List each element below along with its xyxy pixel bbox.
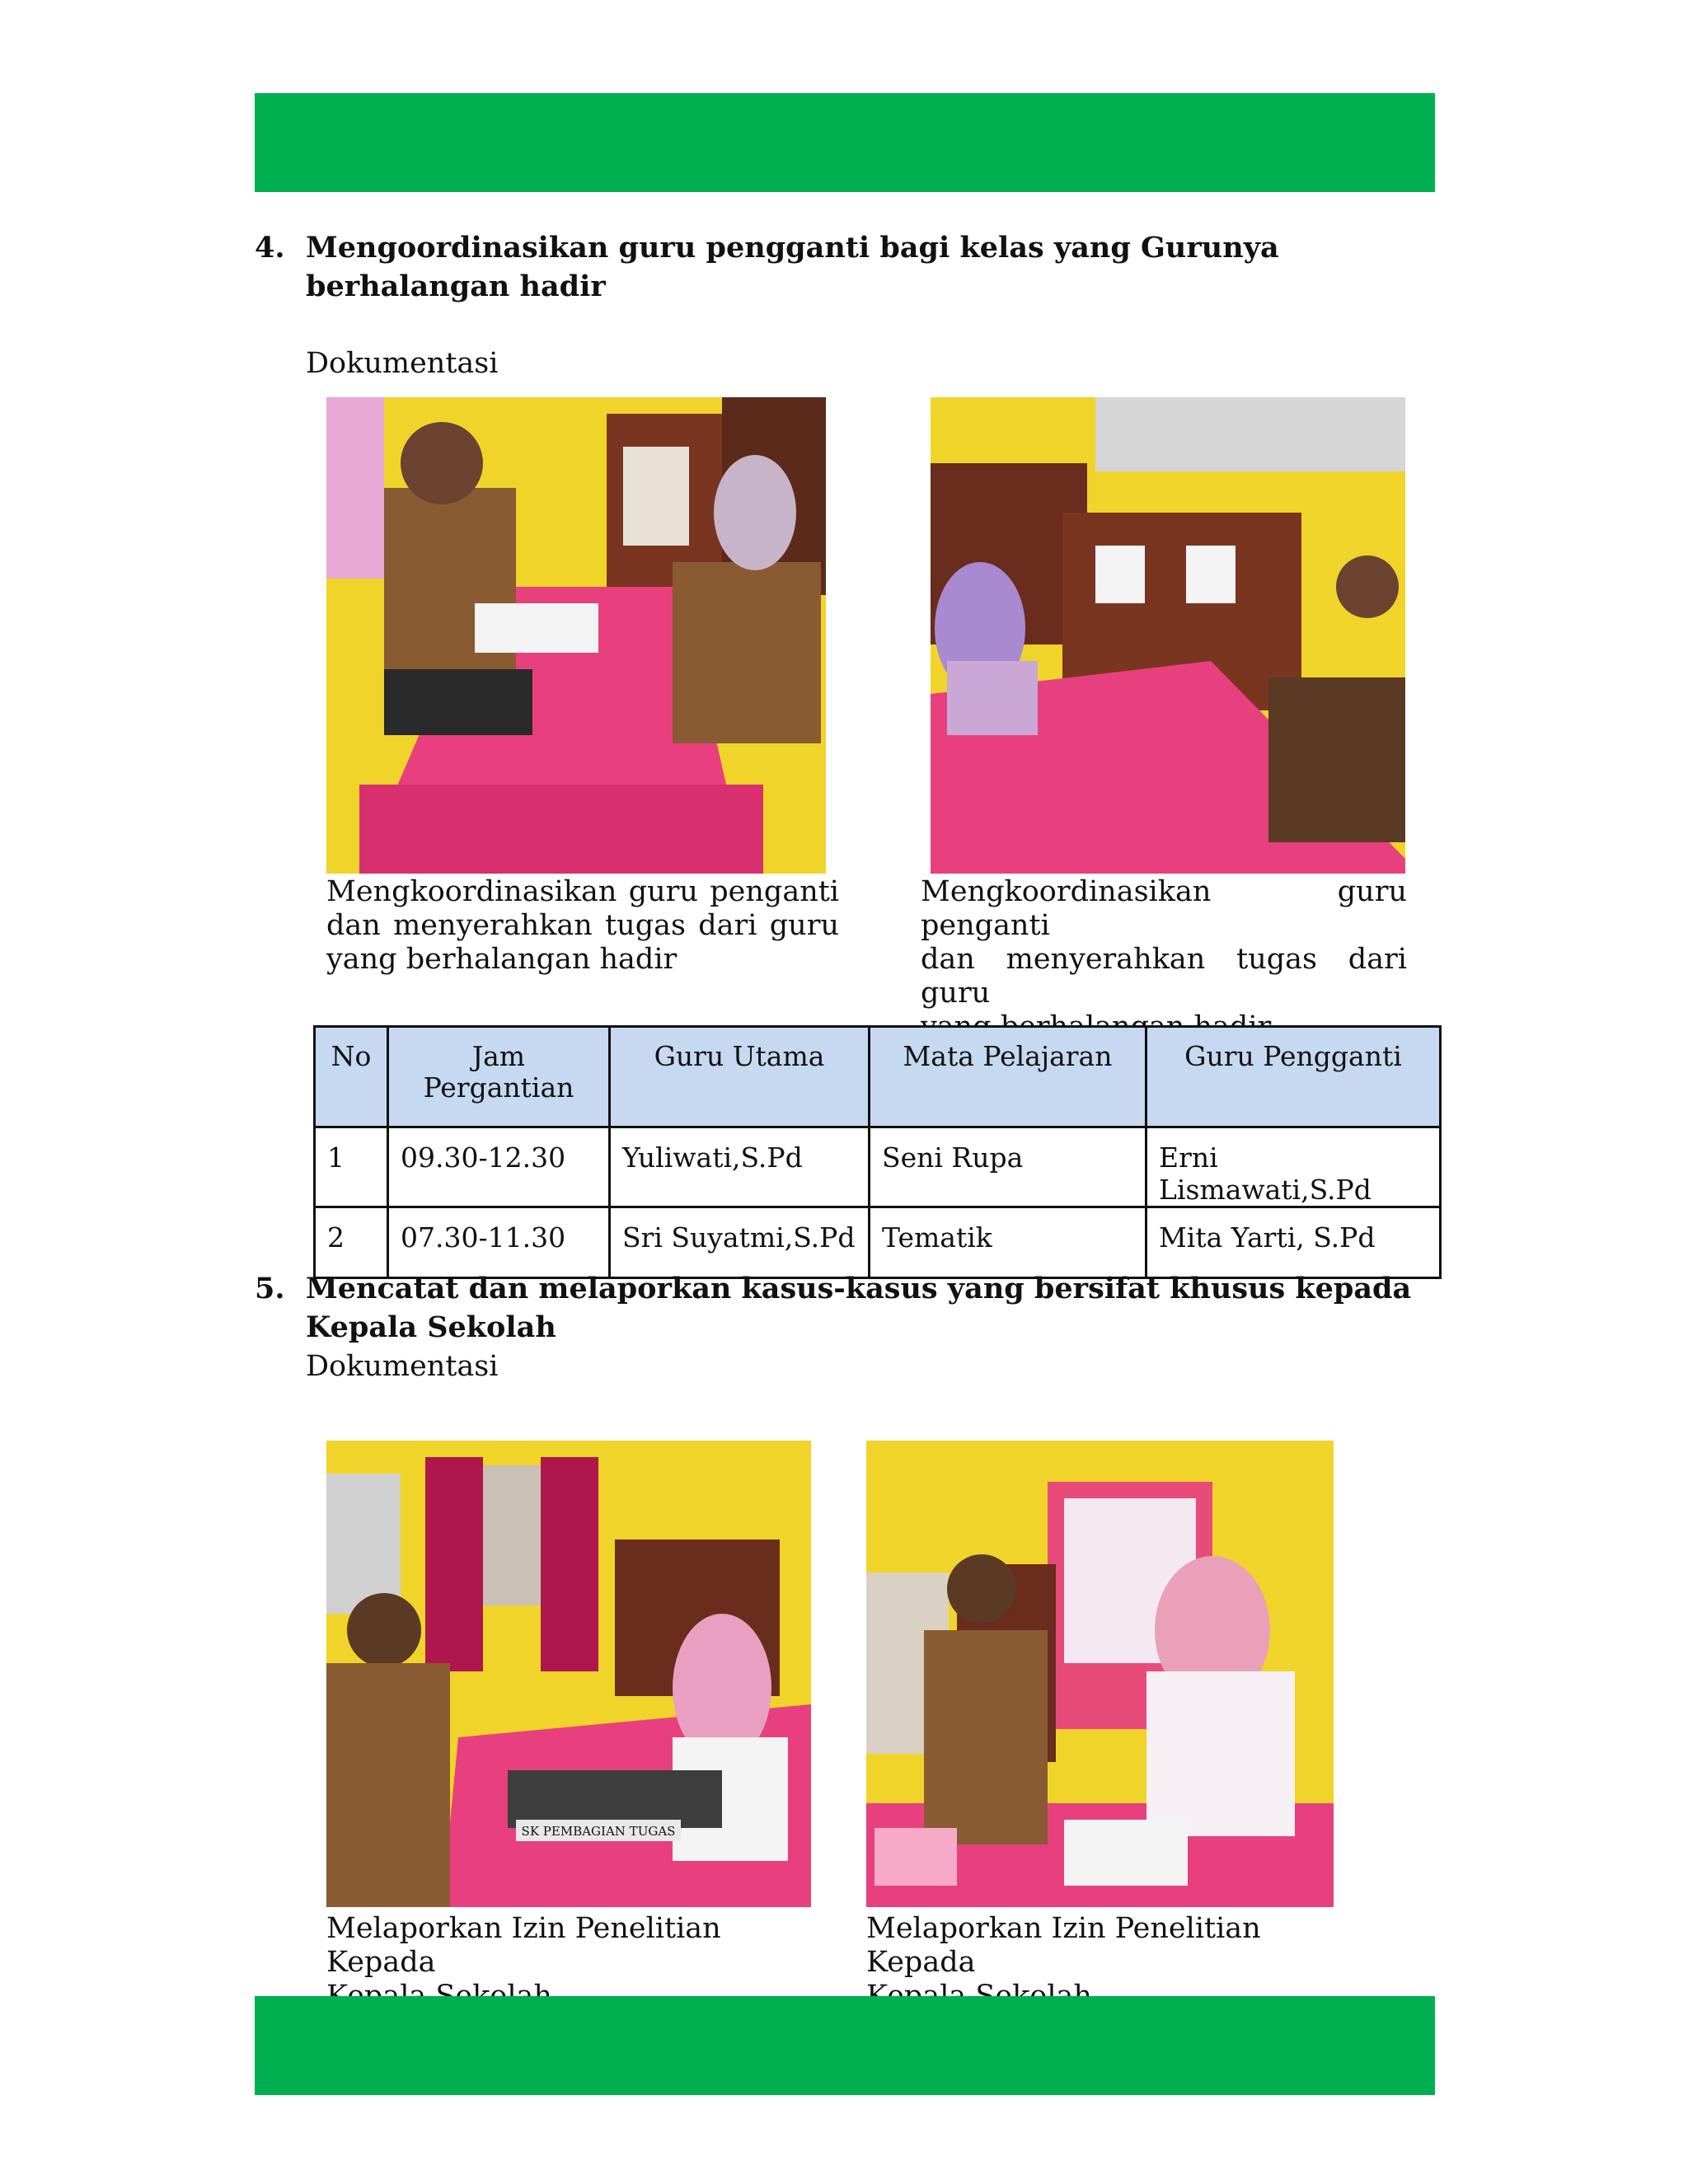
photo-caption: Melaporkan Izin Penelitian Kepada [326, 1912, 721, 1979]
doc-label: Dokumentasi [306, 347, 499, 380]
photo-coordination-1 [326, 397, 826, 874]
section-title: Mencatat dan melaporkan kasus-kasus yang bersifat khusus kepada Kepala Sekolah [306, 1272, 1412, 1344]
column-header: Guru Utama [610, 1027, 870, 1127]
section-number: 4. [255, 231, 285, 265]
photo-coordination-2 [931, 397, 1405, 874]
table-cell: Tematik [870, 1207, 1146, 1278]
book-label: SK PEMBAGIAN TUGAS [521, 1824, 676, 1839]
photo-report-1 [326, 1441, 811, 1907]
substitute-teacher-table [313, 1025, 1442, 1279]
table-cell: 1 [315, 1127, 388, 1207]
column-header: Mata Pelajaran [870, 1027, 1146, 1127]
table-cell: Mita Yarti, S.Pd [1146, 1207, 1441, 1278]
photo-caption: Mengkoordinasikan guru penganti dan menyerahkan tugas dari guru [921, 875, 1407, 1010]
column-header: No [315, 1027, 388, 1127]
table-cell: Seni Rupa [870, 1127, 1146, 1207]
section-title: Mengoordinasikan guru pengganti bagi kelas yang Gurunya berhalangan hadir [306, 231, 1279, 303]
table-cell: Erni Lismawati,S.Pd [1146, 1127, 1441, 1207]
table-cell: Sri Suyatmi,S.Pd [610, 1207, 870, 1278]
doc-label: Dokumentasi [306, 1350, 499, 1383]
table-row [315, 1127, 1441, 1207]
photo-report-2 [866, 1441, 1334, 1907]
footer-band [255, 1996, 1435, 2095]
table-cell: Yuliwati,S.Pd [610, 1127, 870, 1207]
table-cell: 09.30-12.30 [388, 1127, 610, 1207]
header-band [255, 93, 1435, 192]
table-cell: 2 [315, 1207, 388, 1278]
column-header: Guru Pengganti [1146, 1027, 1441, 1127]
photo-caption: Melaporkan Izin Penelitian Kepada [866, 1912, 1261, 1979]
table-row [315, 1207, 1441, 1278]
photo-caption: Mengkoordinasikan guru penganti dan menyerahkan tugas dari guru yang berhalangan hadir [326, 875, 839, 976]
column-header: Jam Pergantian [388, 1027, 610, 1127]
section-number: 5. [255, 1272, 285, 1305]
table-cell: 07.30-11.30 [388, 1207, 610, 1278]
table-header-row [315, 1027, 1441, 1127]
